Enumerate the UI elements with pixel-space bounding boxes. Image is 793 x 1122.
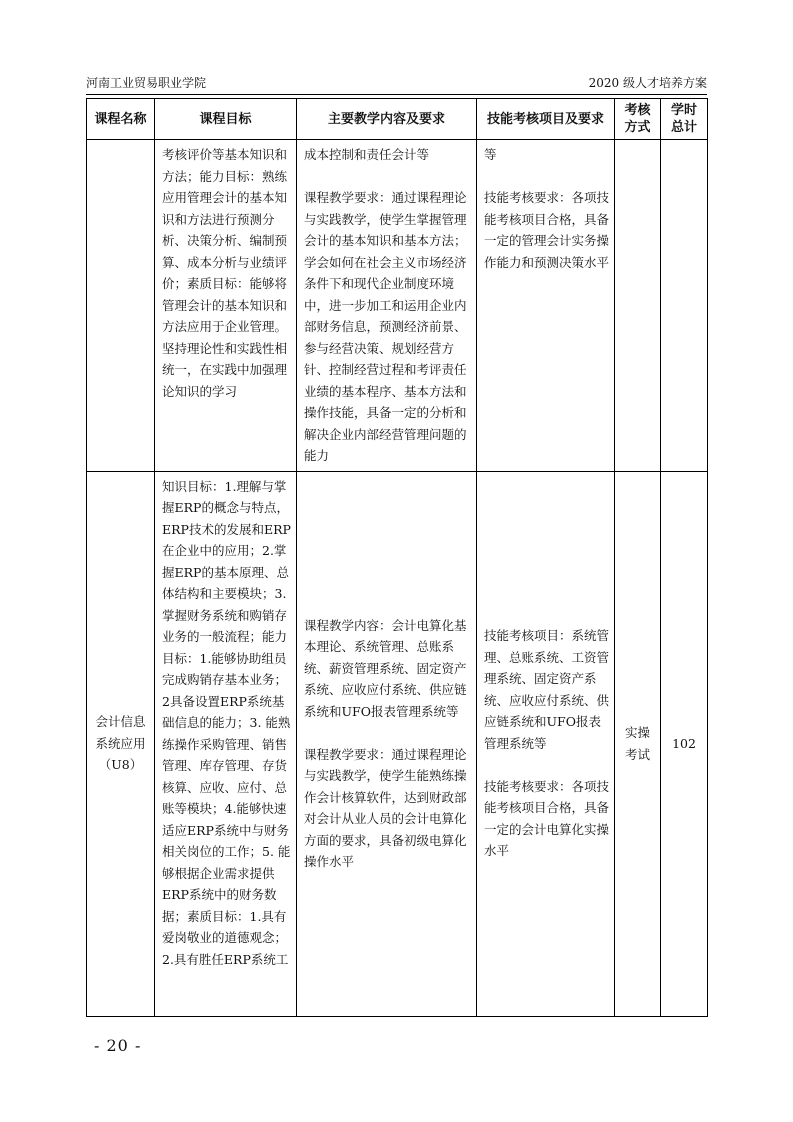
col-header-hours-line2: 总计: [670, 120, 697, 135]
assessment-method-line1: 实操: [624, 725, 650, 740]
col-header-course-goal: 课程目标: [155, 99, 297, 140]
course-goal: 知识目标：1.理解与掌握ERP的概念与特点，ERP技术的发展和ERP在企业中的应用；2.掌握ERP的基本原理、总体结构和主要模块；3.掌握财务系统和购销存业务的一般流程；能力目标：1.能够协助组员完成购销存基本业务；2具备设置ERP系统基础信息的能力；3. 能熟练操作采购管理、销售管理、库存管理、存货核算、应收、应付、总账等模块；4.能够快速适应ERP系统中与财务相关岗位的工作；5. 能够根据企业需求提供ERP系统中的财务数据；素质目标：1.具有爱岗敬业的道德观念；2.具有胜任ERP系统工: [162, 478, 291, 967]
total-hours: 102: [672, 735, 696, 751]
course-goal-cell: [155, 471, 297, 1016]
col-header-method-line2: 方式: [624, 120, 651, 135]
course-name-line3: （U8）: [98, 757, 143, 773]
course-name-cell: [87, 140, 155, 472]
course-goal: 考核评价等基本知识和方法；能力目标：熟练应用管理会计的基本知识和方法进行预测分析、决策分析、编制预算、成本分析与业绩评价；素质目标：能够将管理会计的基本知识和方法应用于企业管理。坚持理论性和实践性相统一，在实践中加强理论知识的学习: [162, 147, 288, 399]
skill-cell: [477, 471, 615, 1016]
course-goal-cell: [155, 140, 297, 472]
course-name-cell: [87, 471, 155, 1016]
skill-requirements: 技能考核要求：各项技能考核项目合格，具备一定的管理会计实务操作能力和预测决策水平: [484, 190, 610, 270]
course-name-line2: 系统应用: [95, 735, 146, 751]
assessment-method-line2: 考试: [624, 746, 650, 762]
col-header-hours-line1: 学时: [670, 103, 697, 118]
course-name: [87, 707, 154, 780]
assessment-method-cell: [615, 140, 661, 472]
document-title: 2020 级人才培养方案: [588, 76, 707, 90]
col-header-skill-assessment: 技能考核项目及要求: [477, 99, 615, 140]
assessment-method: [615, 301, 660, 309]
page-header: [86, 74, 707, 95]
content-requirements: 课程教学要求：通过课程理论与实践教学，使学生能熟练操作会计核算软件，达到财政部对会计从业人员的会计电算化方面的要求，具备初级电算化操作水平: [304, 746, 467, 869]
table-row: [87, 140, 708, 472]
page-number: - 20 -: [94, 1036, 142, 1055]
table-header-row: [87, 99, 708, 140]
skill-requirements: 技能考核要求：各项技能考核项目合格，具备一定的会计电算化实操水平: [484, 778, 610, 859]
content-requirements: 课程教学要求：通过课程理论与实践教学，使学生掌握管理会计的基本知识和基本方法；学会如何在社会主义市场经济条件下和现代企业制度环境中，进一步加工和运用企业内部财务信息，预测经济前景、参与经营决策、规划经营方针、控制经营过程和考评责任业绩的基本程序、基本方法和操作技能，具备一定的分析和解决企业内部经营管理问题的能力: [304, 190, 467, 463]
assessment-method: [615, 718, 660, 769]
skill-items: 等: [484, 147, 497, 162]
total-hours-cell: [661, 471, 708, 1016]
col-header-total-hours: [661, 99, 708, 140]
col-header-course-name: 课程名称: [87, 99, 155, 140]
content-paragraph: 成本控制和责任会计等: [304, 147, 430, 162]
col-header-assessment-method: [615, 99, 661, 140]
col-header-method-line1: 考核: [624, 103, 651, 118]
course-name-line1: 会计信息: [95, 714, 146, 730]
col-header-main-content: 主要教学内容及要求: [297, 99, 477, 140]
content-paragraph: 课程教学内容：会计电算化基本理论、系统管理、总账系统、薪资管理系统、固定资产系统、应收应付系统、供应链系统和UFO报表管理系统等: [304, 617, 467, 719]
assessment-method-cell: [615, 471, 661, 1016]
skill-items: 技能考核项目：系统管理、总账系统、工资管理系统、固定资产系统、应收应付系统、供应链系统和UFO报表管理系统等: [484, 628, 610, 751]
total-hours-cell: [661, 140, 708, 472]
institution-name: 河南工业贸易职业学院: [86, 76, 207, 90]
skill-cell: [477, 140, 615, 472]
total-hours: [661, 301, 707, 309]
main-content-cell: [297, 140, 477, 472]
curriculum-table: [86, 98, 708, 1017]
main-content-cell: [297, 471, 477, 1016]
table-row: [87, 471, 708, 1016]
course-name: [87, 140, 154, 148]
